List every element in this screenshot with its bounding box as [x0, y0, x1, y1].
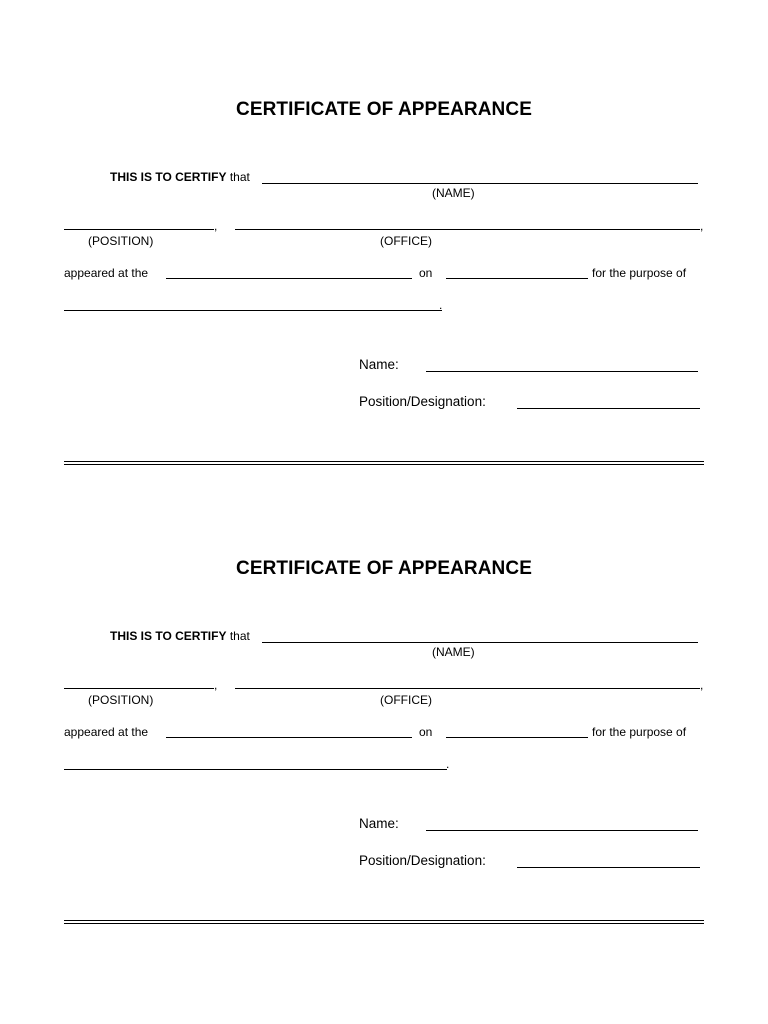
certificate-1: [0, 0, 768, 460]
purpose-text: for the purpose of: [592, 266, 687, 280]
position-caption: (POSITION): [88, 693, 154, 707]
signatory-position-field[interactable]: [517, 867, 700, 868]
office-field[interactable]: [235, 229, 700, 230]
comma-2: ,: [700, 219, 704, 233]
name-caption: (NAME): [432, 186, 475, 200]
signatory-position-label: Position/Designation:: [359, 853, 486, 868]
date-field[interactable]: [446, 278, 588, 279]
name-caption: (NAME): [432, 645, 475, 659]
venue-field[interactable]: [166, 737, 412, 738]
certify-statement: [110, 170, 250, 184]
signatory-name-label: Name:: [359, 357, 399, 372]
purpose-field[interactable]: [64, 310, 442, 311]
appeared-at-text: appeared at the: [64, 725, 149, 739]
signatory-name-field[interactable]: [426, 371, 698, 372]
office-caption: (OFFICE): [380, 693, 432, 707]
office-caption: (OFFICE): [380, 234, 432, 248]
date-field[interactable]: [446, 737, 588, 738]
venue-field[interactable]: [166, 278, 412, 279]
comma-2: ,: [700, 678, 704, 692]
office-field[interactable]: [235, 688, 700, 689]
comma-1: ,: [214, 678, 218, 692]
signatory-name-label: Name:: [359, 816, 399, 831]
name-field[interactable]: [262, 183, 698, 184]
position-caption: (POSITION): [88, 234, 154, 248]
certify-that-text: that: [229, 629, 250, 643]
certify-bold-text: THIS IS TO CERTIFY: [110, 629, 227, 643]
certify-statement: [110, 629, 250, 643]
purpose-period: .: [446, 757, 450, 771]
position-field[interactable]: [64, 688, 214, 689]
certificate-2: [0, 459, 768, 919]
certify-bold-text: THIS IS TO CERTIFY: [110, 170, 227, 184]
double-separator: [64, 920, 704, 924]
signatory-position-label: Position/Designation:: [359, 394, 486, 409]
on-text: on: [419, 266, 433, 280]
appeared-at-text: appeared at the: [64, 266, 149, 280]
certificate-title: CERTIFICATE OF APPEARANCE: [236, 99, 532, 120]
comma-1: ,: [214, 219, 218, 233]
purpose-text: for the purpose of: [592, 725, 687, 739]
purpose-period: .: [439, 298, 443, 312]
position-field[interactable]: [64, 229, 214, 230]
certificate-title: CERTIFICATE OF APPEARANCE: [236, 558, 532, 579]
signatory-position-field[interactable]: [517, 408, 700, 409]
on-text: on: [419, 725, 433, 739]
certify-that-text: that: [229, 170, 250, 184]
purpose-field[interactable]: [64, 769, 447, 770]
signatory-name-field[interactable]: [426, 830, 698, 831]
name-field[interactable]: [262, 642, 698, 643]
